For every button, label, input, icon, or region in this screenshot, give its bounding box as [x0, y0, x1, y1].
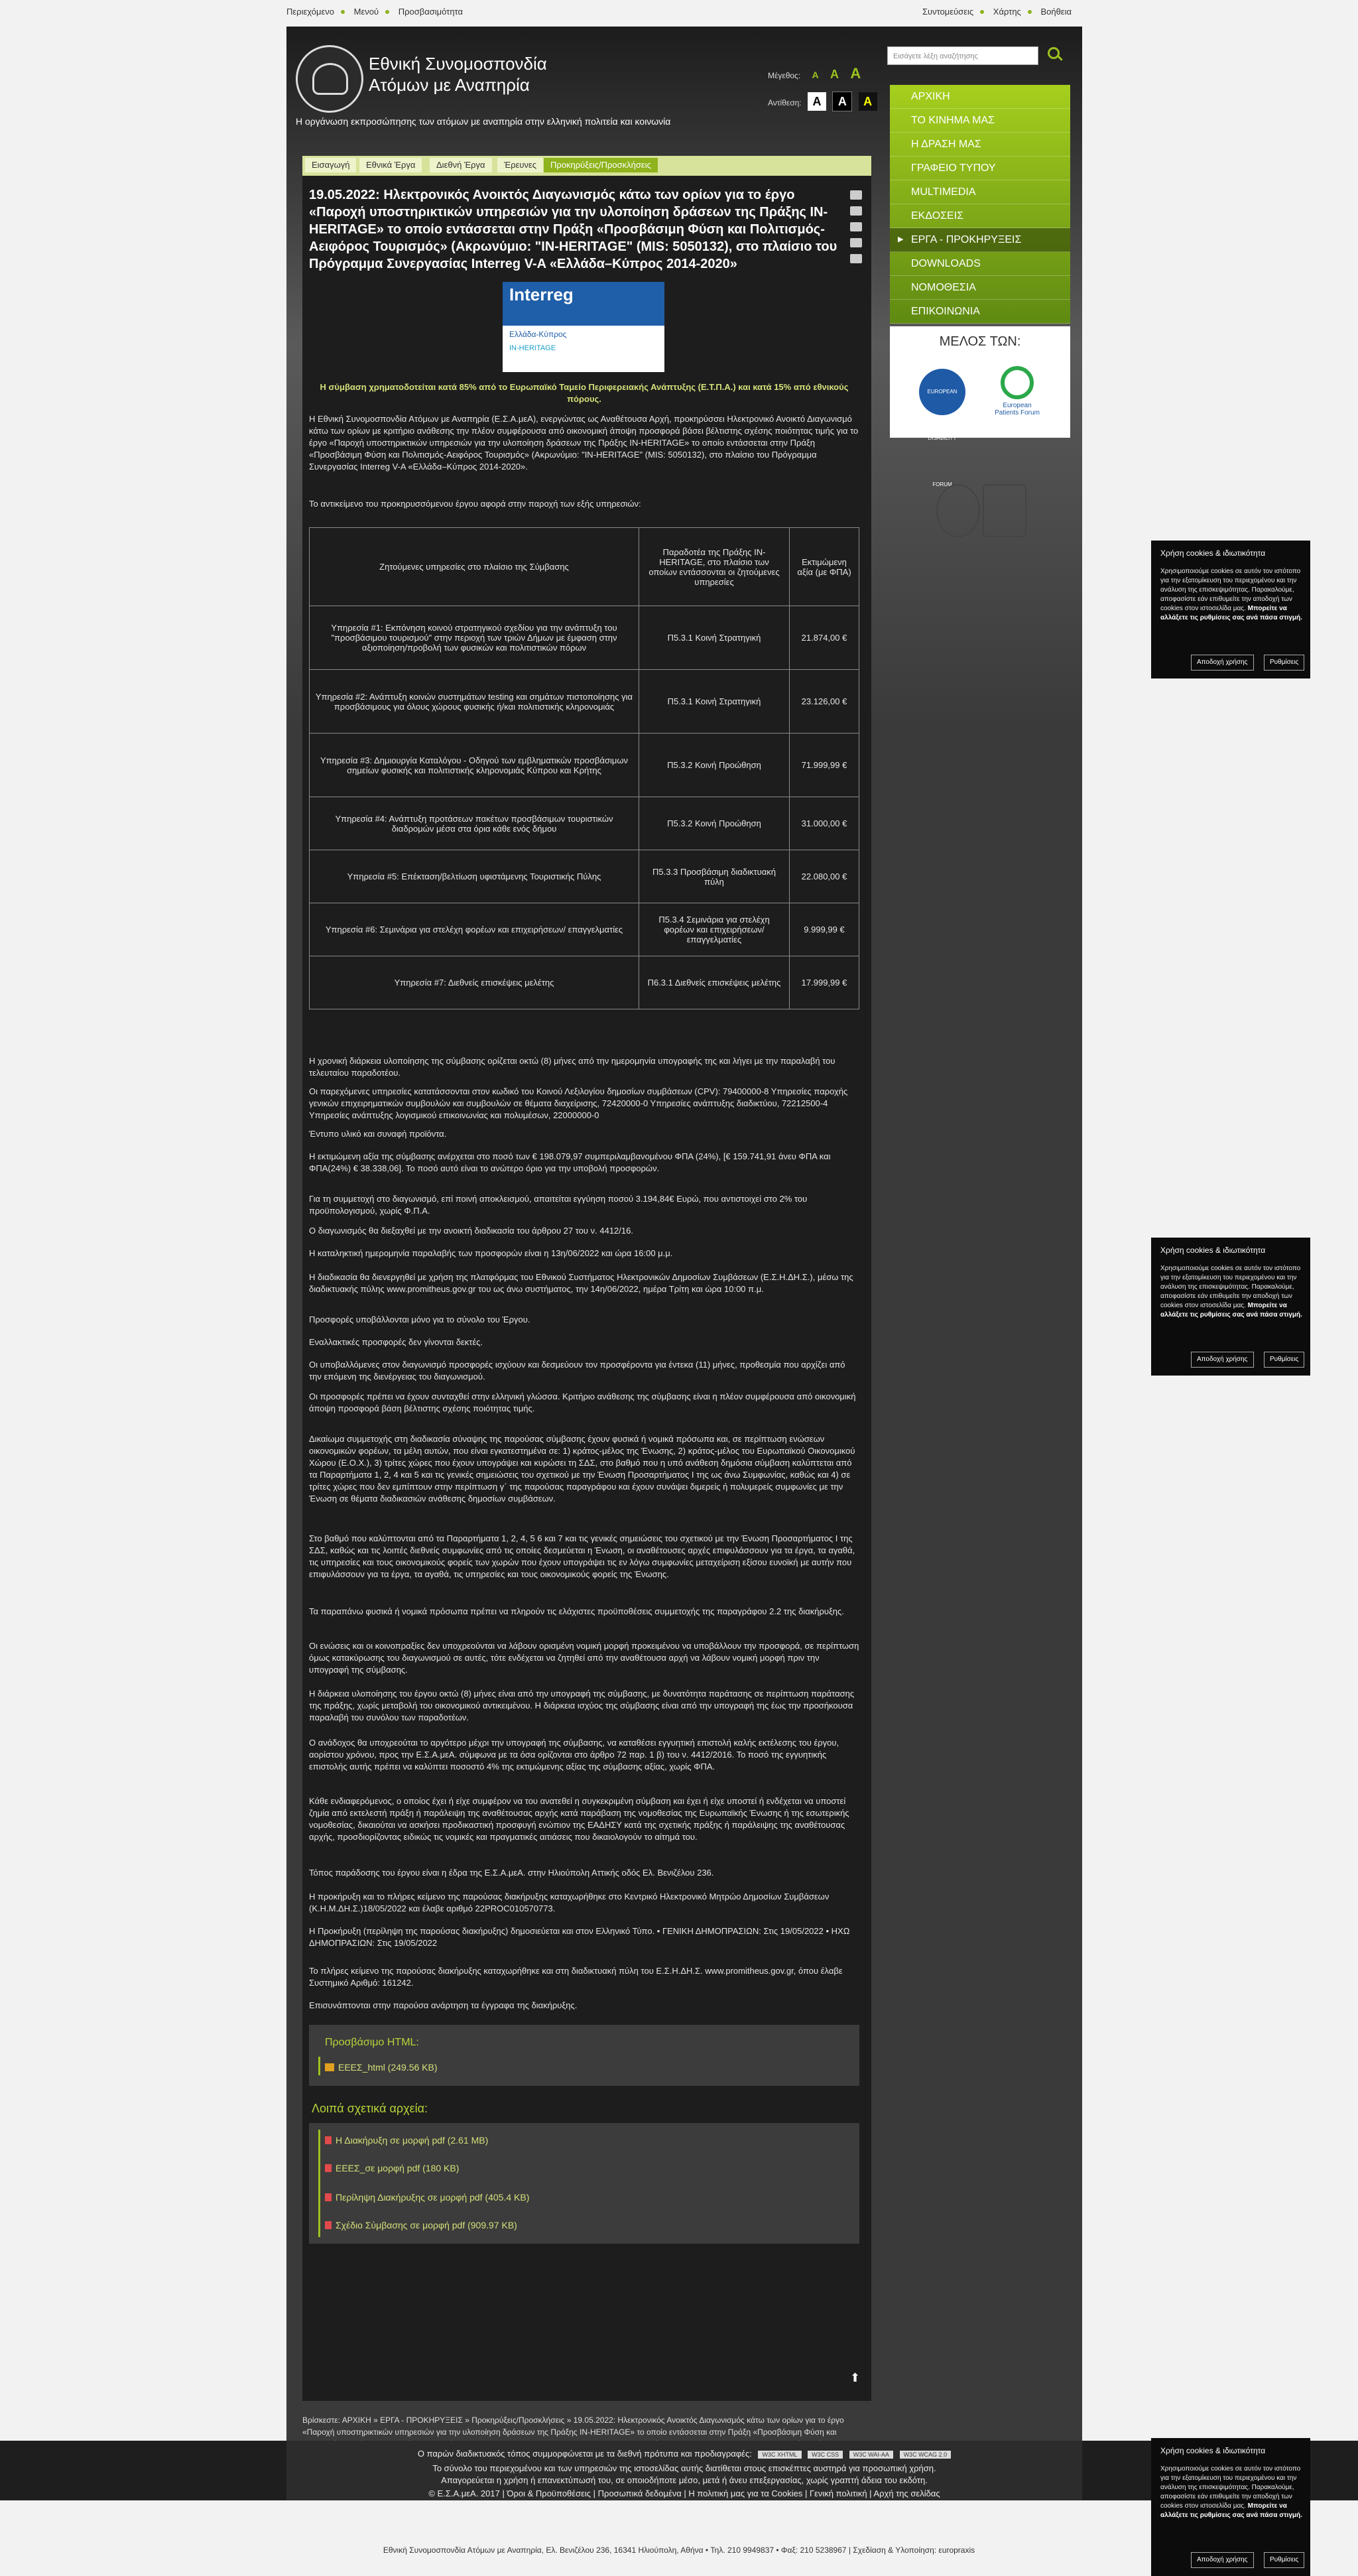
iso-seal-icon — [936, 484, 980, 537]
footer-links[interactable]: © Ε.Σ.Α.μεΑ. 2017 | Όροι & Προϋποθέσεις | Προσωπικά δεδομένα | Η πολιτική μας για τα Cookies | Γενική πολιτική | Αρχή της σελίδας — [428, 2488, 940, 2498]
table-row: Υπηρεσία #2: Ανάπτυξη κοινών συστημάτων testing και σημάτων πιστοποίησης για προσβάσιμους για όλους χώρους φυσικής ή/και πολιτιστικής κληρονομιάς Π5.3.1 Κοινή Στρατηγική 23.126,00 € — [310, 670, 859, 734]
footer-copyright-notice: Απαγορεύεται η χρήση ή επανεκτύπωσή του, σε οποιοδήποτε μέσο, μετά ή άνευ επεξεργασίας, χωρίς γραπτή άδεια του εκδότη. — [441, 2475, 928, 2485]
tab-calls[interactable]: Προκηρύξεις/Προσκλήσεις — [544, 158, 658, 172]
paragraph-eligibility: Δικαίωμα συμμετοχής στη διαδικασία σύναψης της παρούσας σύμβασης έχουν φυσικά ή νομικά πρόσωπα και, σε περίπτωση ενώσεων οικονομικών φορέων, τα μέλη αυτών, που είναι εγκατεστημένα σε: 1) κράτος-μέλος της Ένωσης, 2) κράτος-μέλος του Ευρωπαϊκού Οικονομικού Χώρου (Ε.Ο.Χ.), 3) τρίτες χώρες που έχουν υπογράψει και κυρώσει τη ΣΔΣ, στο βαθμό που η υπό ανάθεση δημόσια σύμβαση καλύπτεται από τα Παραρτήματα 1, 2, 4 και 5 και τις γενικές σημειώσεις του σχετικού με την Ένωση Προσαρτήματος I της ως άνω Συμφωνίας, καθώς και 4) σε τρίτες χώρες που δεν εμπίπτουν στην περίπτωση γ΄ της παρούσας παραγράφου και έχουν συνάψει διμερείς ή πολυμερείς συμφωνίες με την Ένωση σε θέματα διαδικασιών ανάθεσης δημοσίων συμβάσεων. — [309, 1434, 855, 1504]
skip-content-link[interactable]: Περιεχόμενο — [286, 7, 334, 17]
contrast-normal[interactable]: A — [808, 92, 826, 111]
font-size-medium[interactable]: A — [830, 68, 839, 81]
paragraph-alternatives: Εναλλακτικές προσφορές δεν γίνονται δεκτές. — [309, 1337, 483, 1347]
font-size-control: Μέγεθος: A A A — [768, 65, 861, 82]
funding-note: Η σύμβαση χρηματοδοτείται κατά 85% από το Ευρωπαϊκό Ταμείο Περιφερειακής Ανάπτυξης (Ε.Τ.Π.Α.) και κατά 15% από εθνικούς πόρους. — [320, 382, 849, 404]
file-link[interactable]: Σχέδιο Σύμβασης σε μορφή pdf (909.97 KB) — [325, 2220, 517, 2230]
footer-usage: Το σύνολο του περιεχομένου και των υπηρεσιών της ιστοσελίδας αυτής διατίθεται στους επισκέπτες αυστηρά για προσωπική χρήση. — [432, 2463, 936, 2473]
files-box — [309, 2123, 859, 2244]
contrast-dark[interactable]: A — [832, 92, 852, 111]
nav-item-downloads[interactable]: DOWNLOADS — [890, 252, 1070, 276]
emblem-icon — [296, 45, 363, 113]
paragraph-eshdhs: Το πλήρες κείμενο της παρούσας διακήρυξης καταχωρήθηκε και στη διαδικτυακή πύλη του Ε.Σ.Η.ΔΗ.Σ. www.promitheus.gov.gr, όπου έλαβε Συστημικό Αριθμό: 161242. — [309, 1966, 843, 1988]
paragraph-deadline: Η καταληκτική ημερομηνία παραλαβής των προσφορών είναι η 13η/06/2022 και ώρα 16:00 μ.μ. — [309, 1248, 673, 1258]
main-content — [302, 156, 871, 2401]
print-icon[interactable] — [850, 190, 862, 200]
paragraph-print: Έντυπο υλικό και συναφή προϊόντα. — [309, 1129, 447, 1139]
nav-item-home[interactable]: ΑΡΧΙΚΗ — [890, 85, 1070, 109]
html-file-link[interactable]: ΕΕΕΣ_html (249.56 KB) — [325, 2062, 438, 2073]
tab-research[interactable]: Έρευνες — [497, 158, 543, 172]
share-icon[interactable] — [850, 222, 862, 231]
cookie-accept-button[interactable]: Αποδοχή χρήσης — [1191, 2552, 1254, 2568]
paragraph-cpv: Οι παρεχόμενες υπηρεσίες κατατάσσονται στον κωδικό του Κοινού Λεξιλογίου δημοσίων συμβάσεων (CPV): 79400000-8 Υπηρεσίες παροχής γενικών επιχειρηματικών συμβουλών και συμβουλών σε θέματα διαχείρισης, 72420000-0 Υπηρεσίες ανάπτυξης διαδικτύου, 72212500-4 Υπηρεσίες ανάπτυξης λογισμικού επικοινωνίας και πολυμέσων, 22000000-0 — [309, 1086, 848, 1120]
wai-badge[interactable]: W3C WAI-AA — [849, 2451, 893, 2459]
members-title: ΜΕΛΟΣ ΤΩΝ: — [939, 334, 1021, 349]
html-attachment-box — [309, 2025, 859, 2086]
edf-logo[interactable]: EUROPEAN DISABILITY FORUM — [919, 369, 965, 415]
page-container — [286, 27, 1082, 2461]
paragraph-appeal: Κάθε ενδιαφερόμενος, ο οποίος έχει ή είχε συμφέρον να του ανατεθεί η συγκεκριμένη σύμβαση και έχει ή είχε υποστεί ή ενδέχεται να υποστεί ζημία από εκτελεστή πράξη ή παράλειψη της αναθέτουσας αρχής κατά παράβαση της νομοθεσίας της Ευρωπαϊκής Ένωσης ή της εσωτερικής νομοθεσίας, δικαιούται να ασκήσει προδικαστική προσφυγή ενώπιον της ΕΑΔΗΣΥ κατά της σχετικής πράξης ή παράλειψης της αναθέτουσας αρχής, προσδιορίζοντας ειδικώς τις νομικές και πραγματικές αιτιάσεις που δικαιολογούν το αίτημά του. — [309, 1796, 849, 1842]
nav-item-movement[interactable]: ΤΟ ΚΙΝΗΜΑ ΜΑΣ — [890, 109, 1070, 133]
tab-national[interactable]: Εθνικά Έργα — [359, 158, 422, 172]
css-badge[interactable]: W3C CSS — [808, 2451, 843, 2459]
table-row: Υπηρεσία #3: Δημιουργία Καταλόγου - Οδηγού των εμβληματικών προσβάσιμων σημείων φυσικής και πολιτιστικής κληρονομιάς Κύπρου και Κρήτης Π5.3.2 Κοινή Προώθηση 71.999,99 € — [310, 734, 859, 797]
wcag-badge[interactable]: W3C WCAG 2.0 — [900, 2451, 952, 2459]
paragraph-treatment: Στο βαθμό που καλύπτονται από τα Παραρτήματα 1, 2, 4, 5 6 και 7 και τις γενικές σημειώσεις του σχετικού με την Ένωση Προσαρτήματος I της ΣΔΣ, καθώς και τις λοιπές διεθνείς συμφωνίες από τις οποίες δεσμεύεται η Ένωση, οι αναθέτουσες αρχές επιφυλάσσουν για τα έργα, τα αγαθά, τις υπηρεσίες και τους οικονομικούς φορείς των χωρών που έχουν υπογράψει τις εν λόγω συμφωνίες μεταχείριση εξίσου ευνοϊκή με αυτήν που επιφυλάσσουν για τα έργα, τα αγαθά, τις υπηρεσίες και τους οικονομικούς φορείς της Ένωσης. — [309, 1533, 855, 1579]
nav-item-projects[interactable]: ▶ ΕΡΓΑ - ΠΡΟΚΗΡΥΞΕΙΣ — [890, 228, 1070, 252]
search-input[interactable]: Εισάγετε λέξη αναζήτησης — [887, 46, 1038, 65]
paragraph-delivery: Τόπος παράδοσης του έργου είναι η έδρα της Ε.Σ.Α.μεΑ. στην Ηλιούπολη Αττικής οδός Ελ. Βενιζέλου 236. — [309, 1868, 714, 1878]
files-section-title: Λοιπά σχετικά αρχεία: — [312, 2102, 428, 2115]
skip-menu-link[interactable]: Μενού — [353, 7, 379, 17]
font-size-large[interactable]: A — [850, 65, 861, 82]
top-utility-bar — [286, 0, 1072, 23]
article-title: 19.05.2022: Ηλεκτρονικός Ανοικτός Διαγωνισμός κάτω των ορίων για το έργο «Παροχή υποστηρικτικών υπηρεσιών για την υλοποίηση δράσεων της Πράξης IN-HERITAGE» το οποίο εντάσσεται στην Πράξη «Προσβάσιμη Φύση και Πολιτισμός-Αειφόρος Τουρισμός» (Ακρωνύμιο: "IN-HERITAGE" (MIS: 5050132), στο πλαίσιο του Πρόγραμμα Συνεργασίας Interreg V-A «Ελλάδα–Κύπρος 2014-2020» — [309, 188, 837, 271]
cookie-settings-button[interactable]: Ρυθμίσεις — [1264, 2552, 1304, 2568]
audio-icon[interactable] — [850, 238, 862, 247]
nav-item-legislation[interactable]: ΝΟΜΟΘΕΣΙΑ — [890, 276, 1070, 300]
paragraph-duration: Η χρονική διάρκεια υλοποίησης της σύμβασης ορίζεται οκτώ (8) μήνες από την ημερομηνία υπογραφής της και λήγει με την παραλαβή του τελευταίου παραδοτέου. — [309, 1056, 835, 1078]
object-paragraph: Το αντικείμενο του προκηρυσσόμενου έργου αφορά στην παροχή των εξής υπηρεσιών: — [309, 499, 641, 509]
font-size-small[interactable]: A — [812, 70, 819, 80]
breadcrumb: Βρίσκεστε: ΑΡΧΙΚΗ » ΕΡΓΑ - ΠΡΟΚΗΡΥΞΕΙΣ » Προκηρύξεις/Προσκλήσεις » 19.05.2022: Ηλεκτρονικός Ανοικτός Διαγωνισμός κάτω των ορίων για το έργο «Παροχή υποστηρικτικών υπηρεσιών για την υλοποίηση δράσεων της Πράξης IN-HERITAGE» το οποίο εντάσσεται στην Πράξη «Προσβάσιμη Φύση και — [302, 2415, 844, 2437]
site-logo[interactable] — [296, 45, 554, 118]
file-link[interactable]: Η Διακήρυξη σε μορφή pdf (2.61 MB) — [325, 2135, 488, 2146]
site-tagline: Η οργάνωση εκπροσώπησης των ατόμων με αναπηρία στην ελληνική πολιτεία και κοινωνία — [296, 116, 671, 127]
contrast-control: Αντίθεση: A A A — [768, 92, 877, 111]
cookie-banner: Χρήση cookies & ιδιωτικότητα Χρησιμοποιούμε cookies σε αυτόν τον ιστότοπο για την εξατομίκευση του περιεχομένου και την ανάλυση της επισκεψιμότητας. Παρακαλούμε, αποφασίστε εάν επιθυμείτε την αποδοχή των cookies στον ιστοσελίδα μας. Μπορείτε να αλλάξετε τις ρυθμίσεις σας ανά πάσα στιγμή. Αποδοχή χρήσης Ρυθμίσεις — [1151, 2438, 1310, 2576]
nav-item-publications[interactable]: ΕΚΔΟΣΕΙΣ — [890, 204, 1070, 228]
nav-item-action[interactable]: Η ΔΡΑΣΗ ΜΑΣ — [890, 133, 1070, 157]
nav-item-contact[interactable]: ΕΠΙΚΟΙΝΩΝΙΑ — [890, 300, 1070, 324]
paragraph-performance: Ο ανάδοχος θα υποχρεούται το αργότερο μέχρι την υπογραφή της σύμβασης, να καταθέσει εγγυητική επιστολή καλής εκτέλεσης του έργου, αορίστου χρόνου, προς την Ε.Σ.Α.μεΑ. σύμφωνα με τα όσα ορίζονται στο άρθρο 72 παρ. 1 β) του ν. 4412/2016. Το ποσό της εγγυητικής επιστολής αυτής πρέπει να καλύπτει ποσοστό 4% της εκτιμώμενης αξίας της σύμβασης αξίας, χωρίς ΦΠΑ. — [309, 1738, 839, 1771]
footer-address: Εθνική Συνομοσπονδία Ατόμων με Αναπηρία, Ελ. Βενιζέλου 236, 16341 Ηλιούπολη, Αθήνα • Τηλ. 210 9949837 • Φαξ: 210 5238967 | Σχεδίαση & Υλοποίηση: εuropraxis — [383, 2545, 975, 2555]
paragraph-consortia: Οι ενώσεις και οι κοινοπραξίες δεν υποχρεούνται να λάβουν ορισμένη νομική μορφή προκειμένου να υποβάλλουν την προσφορά, σε περίπτωση όμως κατακύρωσης του διαγωνισμού σε αυτές, τότε ενδέχεται να ζητηθεί από την αναθέτουσα αρχή να λάβουν νομική μορφή πριν την υπογραφή της σύμβασης. — [309, 1641, 859, 1675]
paragraph-press: Η Προκήρυξη (περίληψη της παρούσας διακήρυξης) δημοσιεύεται και στον Ελληνικό Τύπο. • ΓΕΝΙΚΗ ΔΗΜΟΠΡΑΣΙΩΝ: Στις 19/05/2022 • ΗΧΩ ΔΗΜΟΠΡΑΣΙΩΝ: Στις 19/05/2022 — [309, 1926, 850, 1948]
email-icon[interactable] — [850, 254, 862, 263]
services-table — [309, 527, 859, 1009]
table-row: Υπηρεσία #1: Εκπόνηση κοινού στρατηγικού σχεδίου για την ανάπτυξη του "προσβάσιμου τουρισμού" στην περιοχή των τριών Δήμων με έμφαση στην αξιοποίηση/προβολή των φυσικών και πολιτιστικών πόρων Π5.3.1 Κοινή Στρατηγική 21.874,00 € — [310, 606, 859, 670]
epf-logo[interactable]: European Patients Forum — [991, 366, 1044, 419]
pdf-icon[interactable] — [850, 206, 862, 216]
paragraph-whole: Προσφορές υποβάλλονται μόνο για το σύνολο του Έργου. — [309, 1315, 530, 1324]
table-header-row: Ζητούμενες υπηρεσίες στο πλαίσιο της Σύμβασης Παραδοτέα της Πράξης IN-HERITAGE, στο πλαίσιο των οποίων εντάσσονται οι ζητούμενες υπηρεσίες Εκτιμώμενη αξία (με ΦΠΑ) — [310, 528, 859, 606]
cookie-settings-button[interactable]: Ρυθμίσεις — [1264, 1352, 1304, 1368]
paragraph-implementation: Η διάρκεια υλοποίησης του έργου οκτώ (8) μήνες είναι από την υπογραφή της σύμβασης, με δυνατότητα παράτασης σε περίπτωση παράτασης της πράξης, χωρίς μεταβολή του οικονομικού αντικειμένου. Η διάρκεια ισχύος της σύμβασης είναι από την υπογραφή της έως την προσήκουσα παραλαβή του συνόλου των παραδοτέων. — [309, 1689, 855, 1722]
html-section-title: Προσβάσιμο HTML: — [325, 2037, 419, 2048]
tab-international[interactable]: Διεθνή Έργα — [430, 158, 492, 172]
back-to-top-icon[interactable]: ⬆ — [850, 2371, 861, 2384]
accessibility-link[interactable]: Προσβασιμότητα — [398, 7, 463, 17]
iso-cert-icon — [983, 484, 1026, 537]
file-link[interactable]: Περίληψη Διακήρυξης σε μορφή pdf (405.4 KB) — [325, 2192, 529, 2203]
footer-standards: Ο παρών διαδικτυακός τόπος συμμορφώνεται με τα διεθνή πρότυπα και προδιαγραφές: W3C XHTML W3C CSS W3C WAI-AA W3C WCAG 2.0 — [286, 2449, 1082, 2459]
article-tools — [850, 190, 866, 270]
cookie-accept-button[interactable]: Αποδοχή χρήσης — [1191, 655, 1254, 671]
help-link[interactable]: Βοήθεια — [1040, 7, 1072, 17]
file-link[interactable]: ΕΕΕΣ_σε μορφή pdf (180 KB) — [325, 2163, 459, 2173]
paragraph-procedure: Ο διαγωνισμός θα διεξαχθεί με την ανοικτή διαδικασία του άρθρου 27 του ν. 4412/16. — [309, 1226, 633, 1236]
shortcuts-link[interactable]: Συντομεύσεις — [922, 7, 974, 17]
paragraph-attached: Επισυνάπτονται στην παρούσα ανάρτηση τα έγγραφα της διακήρυξης. — [309, 2000, 578, 2010]
nav-item-press[interactable]: ΓΡΑΦΕΙΟ ΤΥΠΟΥ — [890, 157, 1070, 180]
cookie-banner: Χρήση cookies & ιδιωτικότητα Χρησιμοποιούμε cookies σε αυτόν τον ιστότοπο για την εξατομίκευση του περιεχομένου και την ανάλυση της επισκεψιμότητας. Παρακαλούμε, αποφασίστε εάν επιθυμείτε την αποδοχή των cookies στον ιστοσελίδα μας. Μπορείτε να αλλάξετε τις ρυθμίσεις σας ανά πάσα στιγμή. Αποδοχή χρήσης Ρυθμίσεις — [1151, 541, 1310, 678]
xhtml-badge[interactable]: W3C XHTML — [758, 2451, 801, 2459]
table-row: Υπηρεσία #7: Διεθνείς επισκέψεις μελέτης Π6.3.1 Διεθνείς επισκέψεις μελέτης 17.999,99 € — [310, 956, 859, 1009]
cookie-banner: Χρήση cookies & ιδιωτικότητα Χρησιμοποιούμε cookies σε αυτόν τον ιστότοπο για την εξατομίκευση του περιεχομένου και την ανάλυση της επισκεψιμότητας. Παρακαλούμε, αποφασίστε εάν επιθυμείτε την αποδοχή των cookies στον ιστοσελίδα μας. Μπορείτε να αλλάξετε τις ρυθμίσεις σας ανά πάσα στιγμή. Αποδοχή χρήσης Ρυθμίσεις — [1151, 1238, 1310, 1376]
interreg-logo: Interreg Ελλάδα-Κύπρος IN-HERITAGE — [503, 282, 664, 372]
cookie-settings-button[interactable]: Ρυθμίσεις — [1264, 655, 1304, 671]
members-box — [890, 326, 1070, 487]
table-row: Υπηρεσία #4: Ανάπτυξη προτάσεων πακέτων προσβάσιμων τουριστικών διαδρομών μέσα στα όρια κάθε ενός δήμου Π5.3.2 Κοινή Προώθηση 31.000,00 € — [310, 797, 859, 850]
section-tabs — [302, 156, 871, 176]
sitemap-link[interactable]: Χάρτης — [993, 7, 1021, 17]
contrast-high[interactable]: A — [859, 92, 877, 111]
paragraph-value: Η εκτιμώμενη αξία της σύμβασης ανέρχεται στο ποσό των € 198.079,97 συμπεριλαμβανομένου ΦΠΑ (24%), [€ 159.741,91 άνευ ΦΠΑ και ΦΠΑ(24%) € 38.338,06]. Το ποσό αυτό είναι το ανώτερο όριο για την υποβολή προσφορών. — [309, 1151, 831, 1173]
logo-text: Εθνική Συνομοσπονδία Ατόμων με Αναπηρία — [369, 54, 547, 95]
paragraph-requirements: Τα παραπάνω φυσικά ή νομικά πρόσωπα πρέπει να πληρούν τις ελάχιστες προϋποθέσεις συμμετοχής της παραγράφου 2.2 της διακήρυξης. — [309, 1606, 844, 1616]
table-row: Υπηρεσία #5: Επέκταση/βελτίωση υφιστάμενης Τουριστικής Πύλης Π5.3.3 Προσβάσιμη διαδικτυακή πύλη 22.080,00 € — [310, 850, 859, 903]
paragraph-language: Οι προσφορές πρέπει να έχουν συνταχθεί στην ελληνική γλώσσα. Κριτήριο ανάθεσης της σύμβασης είναι η πλέον συμφέρουσα από οικονομική άποψη προσφορά βάση βέλτιστης σχέσης ποιότητας τιμής. — [309, 1391, 856, 1413]
main-navigation — [890, 85, 1070, 324]
tab-intro[interactable]: Εισαγωγή — [305, 158, 356, 172]
epf-ring-icon — [1001, 366, 1034, 399]
search-icon[interactable] — [1045, 45, 1064, 64]
nav-item-multimedia[interactable]: MULTIMEDIA — [890, 180, 1070, 204]
paragraph-guarantee: Για τη συμμετοχή στο διαγωνισμό, επί ποινή αποκλεισμού, απαιτείται εγγύηση ποσού 3.194,84€ Ευρώ, που αντιστοιχεί στο 2% του προϋπολογισμού, χωρίς Φ.Π.Α. — [309, 1194, 808, 1216]
cookie-accept-button[interactable]: Αποδοχή χρήσης — [1191, 1352, 1254, 1368]
paragraph-khmdhs: Η προκήρυξη και το πλήρες κείμενο της παρούσας διακήρυξης καταχωρήθηκε στο Κεντρικό Ηλεκτρονικό Μητρώο Δημοσίων Συμβάσεων (Κ.Η.Μ.ΔΗ.Σ.)18/05/2022 και έλαβε αριθμό 22PROC010570773. — [309, 1892, 830, 1913]
paragraph-validity: Οι υποβαλλόμενες στον διαγωνισμό προσφορές ισχύουν και δεσμεύουν τον προσφέροντα για έντεκα (11) μήνες, προθεσμία που αρχίζει από την επόμενη της διενέργειας του διαγωνισμού. — [309, 1360, 845, 1382]
intro-paragraph: Η Εθνική Συνομοσπονδία Ατόμων με Αναπηρία (Ε.Σ.Α.μεΑ), ενεργώντας ως Αναθέτουσα Αρχή, προκηρύσσει Ηλεκτρονικό Ανοικτό Διαγωνισμό κάτω των ορίων με κριτήριο ανάθεσης την πλέον συμφέρουσα από οικονομική άποψη προσφορά βάσει βέλτιστης σχέσης ποιότητας τιμής για το έργο «Παροχή υποστηρικτικών υπηρεσιών για την υλοποίηση δράσεων της Πράξης IN-HERITAGE» το οποίο εντάσσεται στην Πράξη «Προσβάσιμη Φύση και Πολιτισμός-Αειφόρος Τουρισμός» (Ακρωνύμιο: "IN-HERITAGE" (MIS: 5050132), στο πλαίσιο του Πρόγραμμα Συνεργασίας Interreg V-A «Ελλάδα–Κύπρος 2014-2020». — [309, 414, 859, 472]
paragraph-platform: Η διαδικασία θα διενεργηθεί με χρήση της πλατφόρμας του Εθνικού Συστήματος Ηλεκτρονικών Δημοσίων Συμβάσεων (Ε.Σ.Η.ΔΗ.Σ.), μέσω της διαδικτυακής πύλης www.promitheus.gov.gr του ως άνω συστήματος, την 14η/06/2022, ημέρα Τρίτη και ώρα 10:00 π.μ. — [309, 1272, 853, 1294]
table-row: Υπηρεσία #6: Σεμινάρια για στελέχη φορέων και επιχειρήσεων/ επαγγελματίες Π5.3.4 Σεμινάρια για στελέχη φορέων και επιχειρήσεων/ επαγγελματίες 9.999,99 € — [310, 903, 859, 956]
